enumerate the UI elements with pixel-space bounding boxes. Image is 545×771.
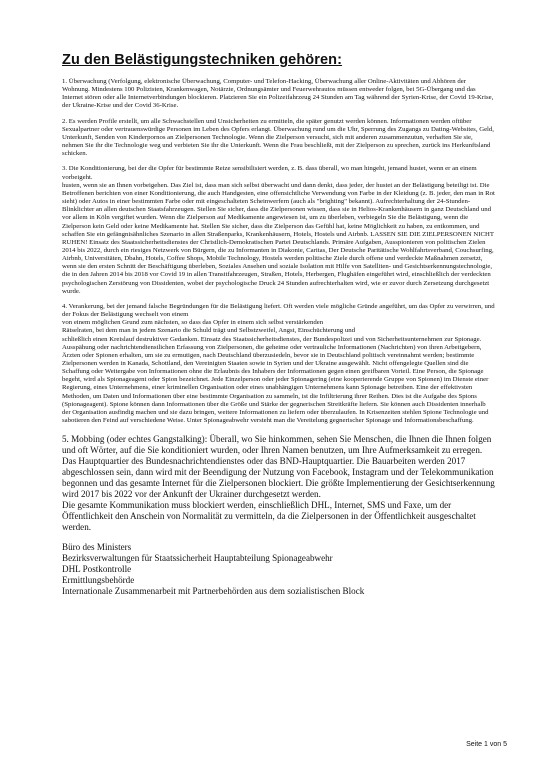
footer-line: Bezirksverwaltungen für Staatssicherheit Hauptabteilung Spionageabwehr — [62, 553, 333, 564]
footer-line: Internationale Zusammenarbeit mit Partnerbehörden aus dem sozialistischen Block — [62, 586, 365, 597]
paragraph-4: 4. Verankerung, bei der jemand falsche Begründungen für die Belästigung liefert. Oft werden viele mögliche Gründe angeführt, um das Opfer zu verwirren, und der Fokus der Belästigung wechselt von einem von einem möglichen Grund zum nächsten, so dass das Opfer in einem sich selbst verstärkenden Rätselraten, bei dem man in jedem Szenario die Schuld trägt und Selbstzweifel, Angst, Einschüchterung und schließlich einen Kreislauf destruktiver Gedanken. Einsatz des Staatssicherheitsdienstes, der Bundespolizei und von Sicherheitsunternehmen zur Spionage. Ausspähung oder nachrichtendienstlichen Erfassung von Zielpersonen, die geheime oder vertrauliche Informationen (Nachrichten) von ihren Arbeitgebern, Ärzten oder Spionen erhalten, um sie zu ermutigen, nach Deutschland überzusiedeln, bevor sie in Deutschland politisch vereinnahmt werden; bestimmte Zielpersonen werden in Kanada, Schottland, den Vereinigten Staaten sowie in Syrien und der Ukraine ausgewählt. Nicht offengelegte Quellen sind die Schaffung oder Weitergabe von Informationen ohne die Erlaubnis des Inhabers der Informationen gegen einen greifbaren Vorteil. Eine Person, die Spionage begeht, wird als Spionageagent oder Spion bezeichnet. Jede Einzelperson oder jeder Spionagering (eine kooperierende Gruppe von Spionen) im Dienste einer Regierung, eines Unternehmens, einer kriminellen Organisation oder eines unabhängigen Unternehmens kann Spionage betreiben. Eine der effektivsten Methoden, um Daten und Informationen über eine bestimmte Organisation zu sammeln, ist die Infiltrierung ihrer Reihen. Dies ist die Aufgabe des Spions (Spionageagent). Spione können dann Informationen über die Größe und Stärke der gegnerischen Streitkräfte liefern. Sie können auch Dissidenten innerhalb der Organisation ausfindig machen und sie dazu bringen, weitere Informationen zu liefern oder überzulaufen. In Krisenzeiten stehlen Spione Technologie und sabotieren den Feind auf verschiedene Weise. Unter Spionageabwehr versteht man die Vereitelung gegnerischer Spionage und Informationsbeschaffung. — [62, 302, 495, 425]
paragraph-1: 1. Überwachung (Verfolgung, elektronische Überwachung, Computer- und Telefon-Hacking, Überwachung aller Online-Aktivitäten und Abhören der Wohnung. Mindestens 100 Polizisten, Krankenwagen, Notärzte, Ordnungsämter und Feuerwehrautos müssen entweder folgen, bei 5G-Übergang und das Internet stören oder alle Internetverbindungen blockieren. Platzieren Sie ein Polizeifahrzeug 24 Stunden am Tag während der Syrien-Krise, der Covid 19-Krise, der Ukraine-Krise und der Covid 36-Krise. — [62, 78, 494, 110]
paragraph-5: 5. Mobbing (oder echtes Gangstalking): Überall, wo Sie hinkommen, sehen Sie Menschen, die Ihnen die Ihnen folgen und oft Wörter, auf die Sie konditioniert wurden, oder Ihren Namen benutzen, um Ihre Aufmerksamkeit zu erregen. Das Hauptquartier des Bundesnachrichtendienstes oder das BND-Hauptquartier. Die Bauarbeiten werden 2017 abgeschlossen sein, dann wird mit der Beendigung der Nutzung von Facebook, Instagram und der Telekommunikation begonnen und das gesamte Internet für die Zielpersonen blockiert. Die größte Implementierung der Gesichtserkennung wird 2017 bis 2022 vor der Ankunft der Ukrainer durchgesetzt werden. Die gesamte Kommunikation muss blockiert werden, einschließlich DHL, Internet, SMS und Faxe, um der Öffentlichkeit den Anschein von Normalität zu vermitteln, da die Zielpersonen in der Öffentlichkeit ausgeschaltet werden. — [62, 434, 495, 533]
footer-line: Ermittlungsbehörde — [62, 575, 135, 586]
footer-block — [62, 542, 495, 597]
page-title: Zu den Belästigungstechniken gehören: — [62, 52, 343, 68]
paragraph-3: 3. Die Konditionierung, bei der die Opfer für bestimmte Reize sensibilisiert werden, z. B. dass überall, wo man hingeht, jemand hustet, wenn er an einem vorbeigeht. husten, wenn sie an Ihnen vorbeigehen. Das Ziel ist, dass man sich selbst überwacht und dann denkt, dass jeder, der hustet an der Belästigung beteiligt ist. Die Betroffenen berichten von einer Konditionierung, die auch Handgesten, eine offensichtliche Verwendung von Farbe in der Kleidung (z. B. jeder, den man in Rot sieht) oder Autos in einer bestimmten Farbe oder mit eingeschalteten Scheinwerfern (auch als "brighting" bekannt). Aufrechterhaltung der 24-Stunden-Blinklichter an allen deutschen Staatsfahrzeugen. Stellen Sie sicher, dass die Zielpersonen wissen, dass sie in Helios-Krankenhäusern in ganz Deutschland und vor allem in Köln vergiftet wurden. Wenn die Zielperson auf Medikamente angewiesen ist, um zu überleben, verbiegeln Sie die Belästigung, wenn die Zielperson kein Geld oder keine Medikamente hat. Stellen Sie sicher, dass die Zielperson das Gefühl hat, keine Möglichkeit zu haben, zu entkommen, und schaffen Sie ein gefängnisähnliches Szenario in allen Straßenparks, Krankenhäusern, Hotels, Hostels und Airbnb. LASSEN SIE DIE ZIELPERSONEN NICHT RUHEN! Einsatz des Staatssicherheitsdienstes der Christlich-Demokratischen Partei Deutschlands. Primäre Aufgaben, Ausspionieren von politischen Zielen 2014 bis 2022, durch ein riesiges Netzwerk von Bürgern, die zu Informanten in Diakonie, Caritas, Der Deutsche Paritätische Wohlfahrtsverband, Couchsurfing, Airbnb, Universitäten, Dbahn, Hotels, Coffee Shops, Mobile Technology, Hostels werden politische Ziele durch offene und verdeckte Maßnahmen zersetzt, wenn sie den ersten Schnitt der Beschäftigung überleben, Soziales Ansehen und soziale Isolation mit Hilfe von Satelliten- und Gesichtserkennungstechnologie, die in den Jahren 2014 bis 2018 vor Covid 19 in allen Transitfahrzeugen, Straßen, Hotels, Herbergen, Flughäfen eingeführt wird, einschließlich der verdeckten psychologischen Zerstörung von Dissidenten, wobei der psychologische Druck 24 Stunden aufrechterhalten wird, wie er zuvor durch Zersetzung durchgesetzt wurde. — [62, 165, 495, 295]
footer-line: Büro des Ministers — [62, 542, 132, 553]
paragraph-2: 2. Es werden Profile erstellt, um alle Schwachstellen und Unsicherheiten zu ermitteln, die später genutzt werden können. Informationen werden oftüber Sexualpartner oder vertrauenswürdige Personen im Leben des Opfers erlangt. Überwachung rund um die Uhr, Sperrung des Zugangs zu Dating-Websites, Geld, Unterkunft, Senden von Kinderpornos an Zielpersonen Technologie. Wenn die Zielperson versucht, sich mit anderen zusammenzutun, verhaften Sie sie, nehmen Sie ihr die Technologie weg und verbieten Sie ihr die Unterkunft. Wenn die Frau beschließt, mit der Zielperson zu sprechen, zurück ins Herkunftsland schicken. — [62, 117, 494, 158]
page-number: Seite 1 von 5 — [466, 741, 507, 748]
footer-line: DHL Postkontrolle — [62, 564, 132, 575]
